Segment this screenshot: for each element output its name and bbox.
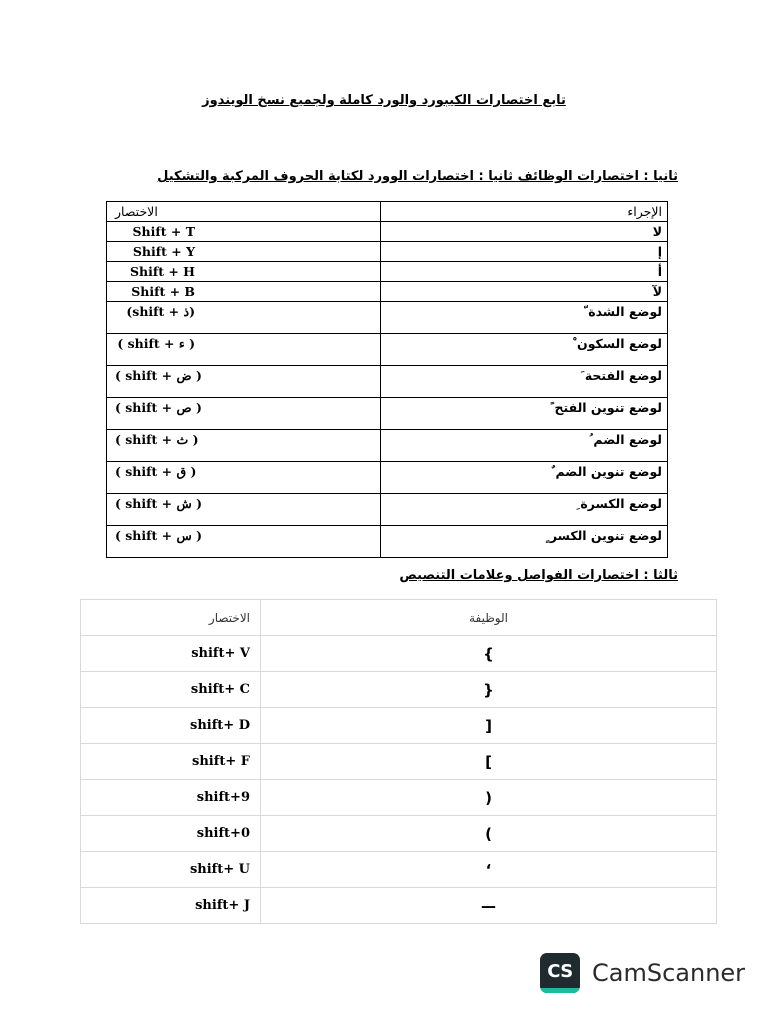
shortcut-cell: [107, 366, 381, 398]
shortcut-cell: [107, 302, 381, 334]
function-cell: ): [261, 816, 717, 852]
procedure-cell: إ: [381, 242, 668, 262]
diacritics-shortcuts-table: [106, 201, 668, 558]
camscanner-watermark: [540, 953, 745, 993]
table-row: [107, 282, 668, 302]
header-procedure: الإجراء: [381, 202, 668, 222]
table-row: [81, 816, 717, 852]
shortcut-cell: [107, 222, 381, 242]
shortcut-text: ( shift + ء ): [117, 336, 195, 351]
table-header-row: [81, 600, 717, 636]
table-row: [107, 334, 668, 366]
function-cell: ‘: [261, 852, 717, 888]
shortcut-cell: [107, 462, 381, 494]
table-row: [107, 430, 668, 462]
shortcut-cell: [107, 282, 381, 302]
table-header-row: [107, 202, 668, 222]
shortcut-cell: shift+ D: [81, 708, 261, 744]
shortcut-cell: shift+ U: [81, 852, 261, 888]
table-row: [81, 852, 717, 888]
procedure-cell: لآ: [381, 282, 668, 302]
shortcut-text: Shift + B: [131, 284, 195, 299]
table-row: [107, 462, 668, 494]
function-cell: (: [261, 780, 717, 816]
table-row: [81, 636, 717, 672]
function-cell: ]: [261, 744, 717, 780]
table-row: [81, 744, 717, 780]
table-row: [107, 366, 668, 398]
shortcut-cell: [107, 242, 381, 262]
table-row: [107, 302, 668, 334]
function-cell: [: [261, 708, 717, 744]
table-row: [81, 780, 717, 816]
shortcut-cell: [107, 398, 381, 430]
table-row: [81, 708, 717, 744]
procedure-cell: أ: [381, 262, 668, 282]
logo-badge-text: CS: [547, 960, 573, 982]
procedure-cell: لوضع الشدة ّ: [381, 302, 668, 334]
shortcut-cell: [107, 262, 381, 282]
table-row: [107, 398, 668, 430]
shortcut-text: ( shift + ش ): [115, 496, 203, 511]
function-cell: }: [261, 636, 717, 672]
table-row: [81, 672, 717, 708]
shortcut-text: ( shift + ث ): [115, 432, 199, 447]
table-row: [107, 494, 668, 526]
shortcut-text: ( shift + س ): [115, 528, 203, 543]
shortcut-text: ( shift + ض ): [115, 368, 202, 383]
header-function: الوظيفة: [261, 600, 717, 636]
shortcut-cell: shift+ V: [81, 636, 261, 672]
page-title: تابع اختصارات الكيبورد والورد كاملة ولجميع نسخ الويندوز: [202, 93, 566, 108]
shortcut-text: (shift + ذ): [126, 304, 195, 319]
procedure-cell: لوضع الفتحة َ: [381, 366, 668, 398]
shortcut-cell: shift+ F: [81, 744, 261, 780]
shortcut-text: ( shift + ق ): [115, 464, 197, 479]
table-row: [81, 888, 717, 924]
punctuation-shortcuts-table: [80, 599, 717, 924]
section-3-heading: ثالثا : اختصارات الفواصل وعلامات التنصيص: [399, 568, 678, 583]
procedure-cell: لوضع الكسرة ِ: [381, 494, 668, 526]
procedure-cell: لوضع السكون ْ: [381, 334, 668, 366]
shortcut-cell: [107, 334, 381, 366]
shortcut-cell: shift+ J: [81, 888, 261, 924]
procedure-cell: لوضع تنوين الكسر ٍ: [381, 526, 668, 558]
shortcut-cell: [107, 494, 381, 526]
header-shortcut: الاختصار: [107, 202, 381, 222]
procedure-cell: لوضع الضم ُ: [381, 430, 668, 462]
shortcut-cell: shift+ C: [81, 672, 261, 708]
shortcut-cell: [107, 430, 381, 462]
shortcut-cell: [107, 526, 381, 558]
function-cell: {: [261, 672, 717, 708]
section-2-heading: ثانيا : اختصارات الوظائف ثانيا : اختصارات الوورد لكتابة الحروف المركبة والتشكيل: [157, 169, 678, 184]
header-shortcut: الاختصار: [81, 600, 261, 636]
table-row: [107, 242, 668, 262]
procedure-cell: لوضع تنوين الضم ٌ: [381, 462, 668, 494]
procedure-cell: لا: [381, 222, 668, 242]
table-row: [107, 262, 668, 282]
table-row: [107, 222, 668, 242]
shortcut-text: Shift + H: [129, 264, 195, 279]
table-row: [107, 526, 668, 558]
shortcut-text: Shift + Y: [132, 244, 195, 259]
procedure-cell: لوضع تنوين الفتح ً: [381, 398, 668, 430]
shortcut-text: Shift + T: [132, 224, 195, 239]
function-cell: —: [261, 888, 717, 924]
camscanner-brand-text: CamScanner: [592, 959, 746, 987]
shortcut-text: ( shift + ص ): [115, 400, 202, 415]
shortcut-cell: shift+0: [81, 816, 261, 852]
shortcut-cell: shift+9: [81, 780, 261, 816]
camscanner-logo-icon: [540, 953, 580, 993]
